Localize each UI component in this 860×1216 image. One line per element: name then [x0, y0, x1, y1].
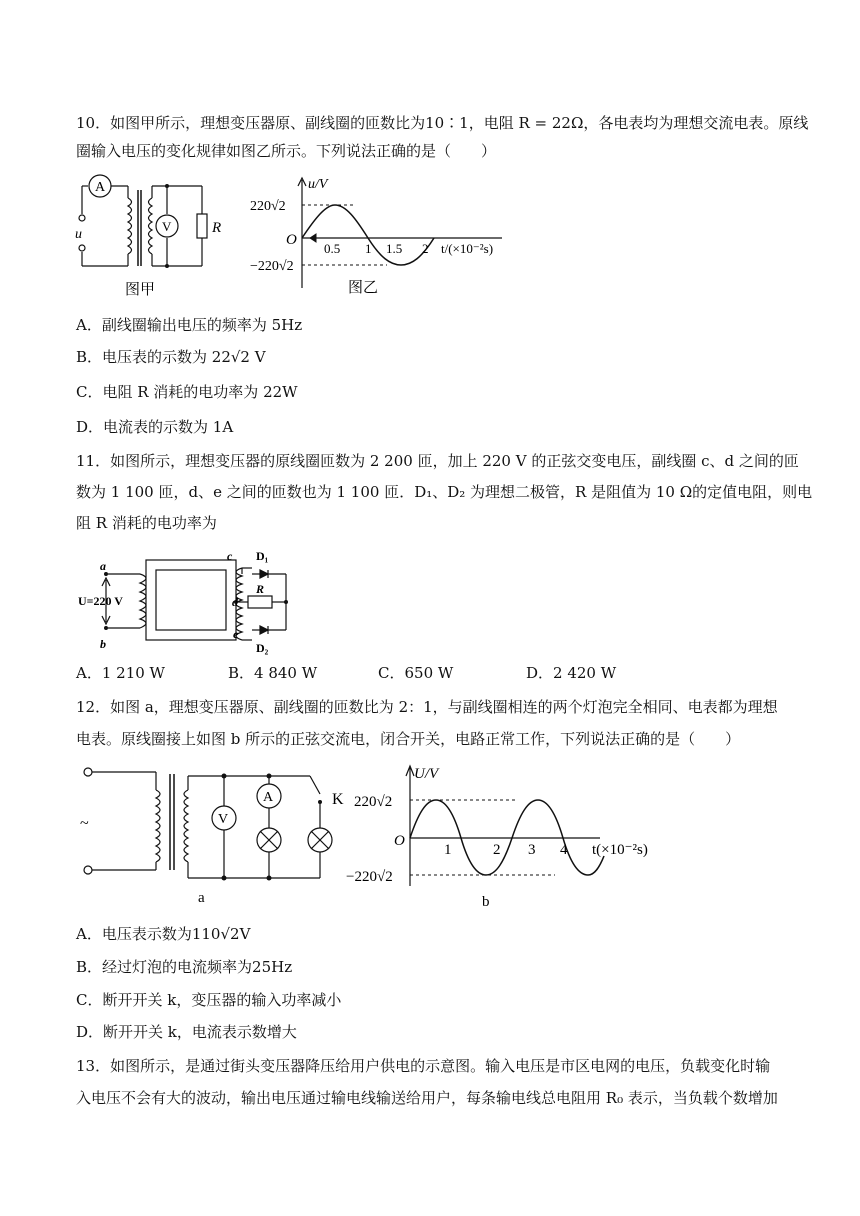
voltmeter-label: V [162, 219, 172, 234]
q10-figure-yi [250, 172, 510, 302]
q11-option-d[interactable]: D．2 420 W [526, 664, 617, 682]
b-origin: O [394, 833, 405, 849]
caption-b: b [482, 894, 490, 910]
caption-jia: 图甲 [125, 282, 156, 298]
q11-circuit-figure [76, 548, 296, 656]
yi-origin: O [286, 232, 297, 248]
caption-a: a [198, 890, 205, 906]
ac-source-label: ~ [80, 815, 89, 832]
yi-ymin: −220√2 [250, 259, 294, 274]
diode-d1-label: D₁ [256, 549, 269, 563]
switch-label: K [332, 791, 344, 808]
q12-stem-line1: 12．如图 a，理想变压器原、副线圈的匝数比为 2：1，与副线圈相连的两个灯泡完全相同、电表都为理想 [76, 698, 778, 716]
q10-option-a[interactable]: A．副线圈输出电压的频率为 5Hz [76, 316, 303, 334]
q11-option-b[interactable]: B．4 840 W [228, 664, 318, 682]
q10-option-c[interactable]: C．电阻 R 消耗的电功率为 22W [76, 383, 298, 401]
yi-tick-2: 1.5 [386, 241, 403, 256]
sine-curve-yi [302, 205, 434, 265]
yi-tick-3: 2 [422, 241, 429, 256]
yi-xlabel: t/(×10⁻²s) [441, 241, 494, 256]
q12-stem-line2: 电表。原线圈接上如图 b 所示的正弦交流电，闭合开关，电路正常工作，下列说法正确的是（ ） [76, 730, 741, 748]
voltmeter-label: V [218, 812, 229, 827]
resistor-label: R [212, 220, 222, 236]
resistor-r-label: R [256, 582, 265, 596]
resistor-icon [197, 214, 207, 238]
q10-option-d[interactable]: D．电流表的示数为 1A [76, 418, 234, 436]
b-tick-2: 3 [528, 842, 536, 858]
diode-d2-icon [260, 626, 268, 634]
yi-ylabel: u/V [308, 177, 328, 192]
ammeter-label: A [263, 790, 274, 805]
q13-stem-line2: 入电压不会有大的波动，输出电压通过输电线输送给用户，每条输电线总电阻用 R₀ 表示，当负载个数增加 [76, 1089, 778, 1107]
b-ymin: −220√2 [346, 869, 393, 885]
q12-option-a[interactable]: A．电压表示数为110√2V [76, 925, 251, 943]
q11-option-a[interactable]: A．1 210 W [76, 664, 165, 682]
q10-stem-line2: 圈输入电压的变化规律如图乙所示。下列说法正确的是（ ） [76, 142, 497, 160]
q11-stem-line3: 阻 R 消耗的电功率为 [76, 514, 217, 532]
diode-d1-icon [260, 570, 268, 578]
q12-option-c[interactable]: C．断开开关 k，变压器的输入功率减小 [76, 991, 342, 1009]
node-e: e [233, 627, 239, 641]
b-ymax: 220√2 [354, 794, 393, 810]
node-d: d [232, 595, 238, 609]
b-ylabel: U/V [414, 766, 439, 782]
resistor-r-icon [248, 596, 272, 608]
node-a: a [100, 559, 106, 573]
q10-stem-line1: 10．如图甲所示，理想变压器原、副线圈的匝数比为10∶1，电阻 R = 22Ω，各电表均为理想交流电表。原线 [76, 114, 809, 132]
q12-figure-b [310, 762, 670, 912]
q11-stem-line1: 11．如图所示，理想变压器的原线圈匝数为 2 200 匝，加上 220 V 的正弦交变电压，副线圈 c、d 之间的匝 [76, 452, 799, 470]
yi-ymax: 220√2 [250, 199, 286, 214]
yi-tick-1: 1 [365, 241, 372, 256]
voltage-label: U=220 V [78, 594, 123, 608]
q11-stem-line2: 数为 1 100 匝，d、e 之间的匝数也为 1 100 匝．D₁、D₂ 为理想二极管，R 是阻值为 10 Ω的定值电阻，则电 [76, 483, 813, 501]
diode-d2-label: D₂ [256, 641, 269, 655]
b-xlabel: t(×10⁻²s) [592, 842, 648, 858]
b-tick-3: 4 [560, 842, 568, 858]
q11-option-c[interactable]: C．650 W [378, 664, 454, 682]
input-label: u [75, 227, 82, 242]
ammeter-label: A [95, 180, 106, 195]
yi-tick-0: 0.5 [324, 241, 341, 256]
node-c: c [227, 549, 233, 563]
b-tick-1: 2 [493, 842, 501, 858]
b-tick-0: 1 [444, 842, 452, 858]
q10-figure-jia [70, 172, 230, 302]
q10-option-b[interactable]: B．电压表的示数为 22√2 V [76, 348, 266, 366]
node-b: b [100, 637, 106, 651]
q12-option-b[interactable]: B．经过灯泡的电流频率为25Hz [76, 958, 293, 976]
q13-stem-line1: 13．如图所示，是通过街头变压器降压给用户供电的示意图。输入电压是市区电网的电压，负载变化时输 [76, 1057, 771, 1075]
caption-yi: 图乙 [348, 280, 379, 296]
q12-option-d[interactable]: D．断开开关 k，电流表示数增大 [76, 1023, 297, 1041]
